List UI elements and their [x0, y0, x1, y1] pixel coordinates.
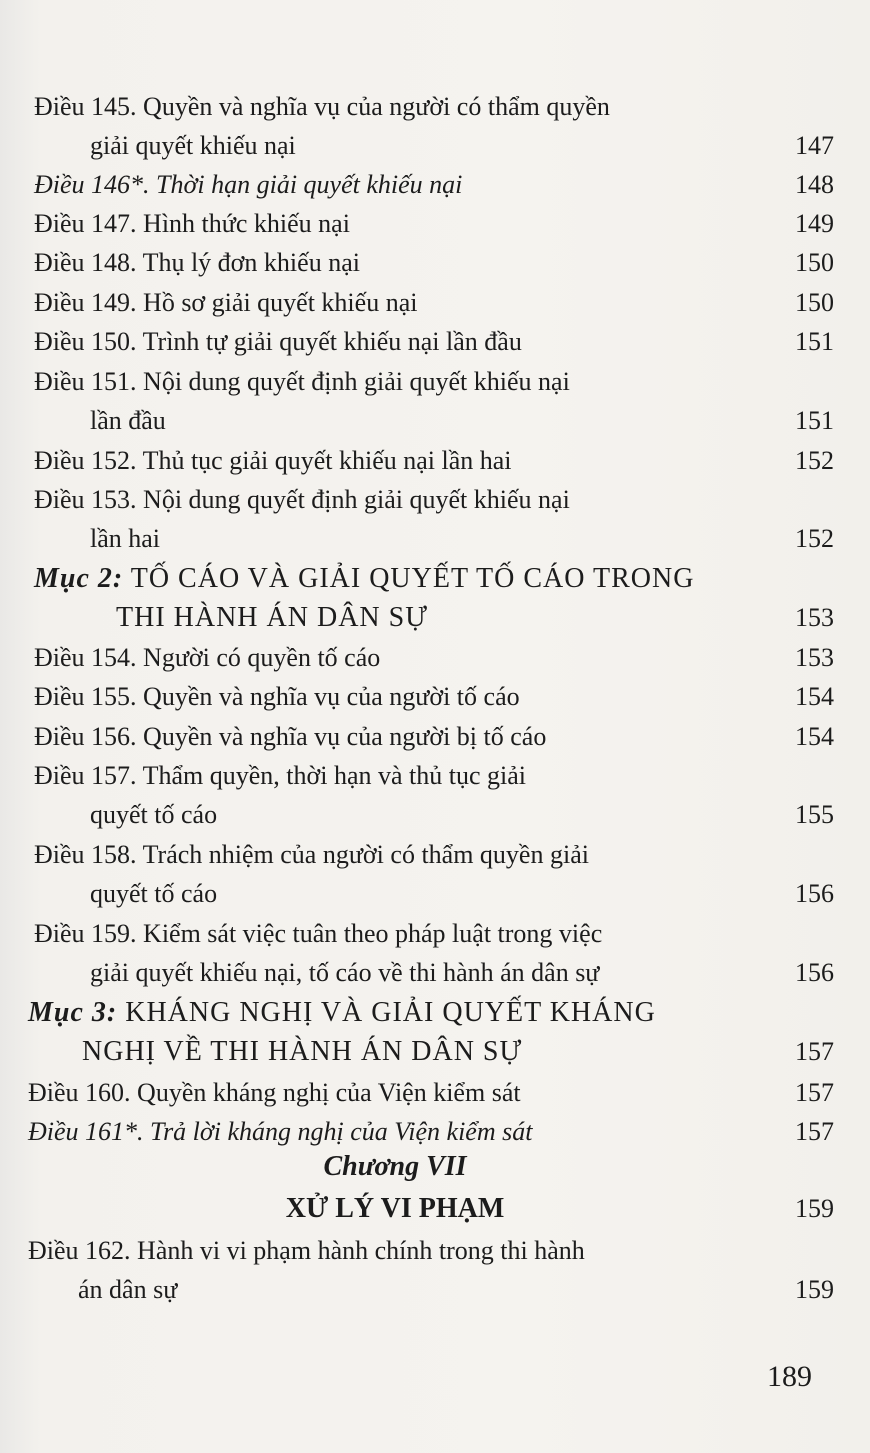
entry-page: 157 [795, 1037, 834, 1066]
entry-title-cont: quyết tố cáo [90, 879, 218, 908]
entry-title: Điều 154. Người có quyền tố cáo [34, 643, 381, 672]
toc-entry-150 [34, 322, 834, 362]
entry-title: Điều 153. Nội dung quyết định giải quyết khiếu nại [34, 485, 570, 514]
page-number: 189 [767, 1360, 812, 1393]
entry-page: 150 [795, 288, 834, 317]
chapter-page: 159 [795, 1194, 834, 1223]
entry-page: 159 [795, 1275, 834, 1304]
entry-page: 151 [795, 406, 834, 435]
toc-entry-159 [34, 914, 834, 987]
entry-title: Điều 161*. Trả lời kháng nghị của Viện kiểm sát [28, 1117, 533, 1146]
toc-entry-154 [34, 638, 834, 678]
section-title-cont: NGHỊ VỀ THI HÀNH ÁN DÂN SỰ [82, 1036, 523, 1067]
entry-title-cont: quyết tố cáo [90, 800, 218, 829]
entry-page: 147 [795, 131, 834, 160]
entry-page: 151 [795, 327, 834, 356]
section-title-cont: THI HÀNH ÁN DÂN SỰ [116, 602, 428, 633]
toc-entry-147 [34, 204, 834, 244]
chapter-number: Chương VII [323, 1151, 467, 1182]
section-label: Mục 2: [34, 563, 124, 594]
entry-page: 152 [795, 524, 834, 553]
chapter-title: XỬ LÝ VI PHẠM [285, 1193, 505, 1224]
entry-title: Điều 158. Trách nhiệm của người có thẩm quyền giải [34, 840, 589, 869]
entry-title-cont: lần hai [90, 524, 161, 553]
chapter-title-row [0, 1189, 870, 1229]
entry-title: Điều 149. Hồ sơ giải quyết khiếu nại [34, 288, 418, 317]
entry-page: 153 [795, 643, 834, 672]
entry-title: Điều 147. Hình thức khiếu nại [34, 209, 350, 238]
toc-entry-149 [34, 283, 834, 323]
toc-entry-160 [28, 1073, 834, 1113]
entry-page: 148 [795, 170, 834, 199]
entry-title-cont: lần đầu [90, 406, 166, 435]
toc-entry-153 [34, 480, 834, 553]
entry-title: Điều 150. Trình tự giải quyết khiếu nại lần đầu [34, 327, 522, 356]
entry-title: Điều 162. Hành vi vi phạm hành chính trong thi hành [28, 1236, 585, 1265]
toc-entry-162 [28, 1231, 834, 1304]
entry-page: 152 [795, 446, 834, 475]
entry-title-cont: án dân sự [78, 1275, 178, 1304]
toc-section-muc-3 [28, 993, 834, 1067]
entry-title: Điều 155. Quyền và nghĩa vụ của người tố cáo [34, 682, 520, 711]
entry-page: 154 [795, 682, 834, 711]
toc-entry-152 [34, 441, 834, 481]
entry-title-cont: giải quyết khiếu nại, tố cáo về thi hành án dân sự [90, 958, 600, 987]
chapter-heading [0, 1147, 870, 1187]
entry-title: Điều 156. Quyền và nghĩa vụ của người bị tố cáo [34, 722, 547, 751]
entry-title: Điều 152. Thủ tục giải quyết khiếu nại lần hai [34, 446, 512, 475]
entry-page: 156 [795, 879, 834, 908]
entry-page: 149 [795, 209, 834, 238]
section-label: Mục 3: [28, 997, 118, 1028]
entry-page: 153 [795, 603, 834, 632]
entry-page: 150 [795, 248, 834, 277]
toc-entry-158 [34, 835, 834, 908]
toc-entry-151 [34, 362, 834, 435]
toc-entry-161 [28, 1112, 834, 1152]
entry-title: Điều 145. Quyền và nghĩa vụ của người có thẩm quyền [34, 92, 610, 121]
entry-page: 156 [795, 958, 834, 987]
toc-entry-148 [34, 243, 834, 283]
toc-entry-146 [34, 165, 834, 205]
entry-title: Điều 148. Thụ lý đơn khiếu nại [34, 248, 360, 277]
toc-entry-156 [34, 717, 834, 757]
toc-entry-145 [34, 87, 834, 160]
toc-entry-157 [34, 756, 834, 829]
entry-page: 154 [795, 722, 834, 751]
section-title: TỐ CÁO VÀ GIẢI QUYẾT TỐ CÁO TRONG [130, 563, 695, 594]
entry-title: Điều 151. Nội dung quyết định giải quyết khiếu nại [34, 367, 570, 396]
entry-title: Điều 157. Thẩm quyền, thời hạn và thủ tục giải [34, 761, 527, 790]
entry-page: 157 [795, 1078, 834, 1107]
entry-title: Điều 146*. Thời hạn giải quyết khiếu nại [34, 170, 463, 199]
entry-page: 157 [795, 1117, 834, 1146]
toc-section-muc-2 [34, 559, 834, 633]
section-title: KHÁNG NGHỊ VÀ GIẢI QUYẾT KHÁNG [125, 997, 656, 1028]
entry-title: Điều 160. Quyền kháng nghị của Viện kiểm sát [28, 1078, 521, 1107]
entry-title-cont: giải quyết khiếu nại [90, 131, 296, 160]
entry-title: Điều 159. Kiểm sát việc tuân theo pháp luật trong việc [34, 919, 603, 948]
toc-entry-155 [34, 677, 834, 717]
entry-page: 155 [795, 800, 834, 829]
